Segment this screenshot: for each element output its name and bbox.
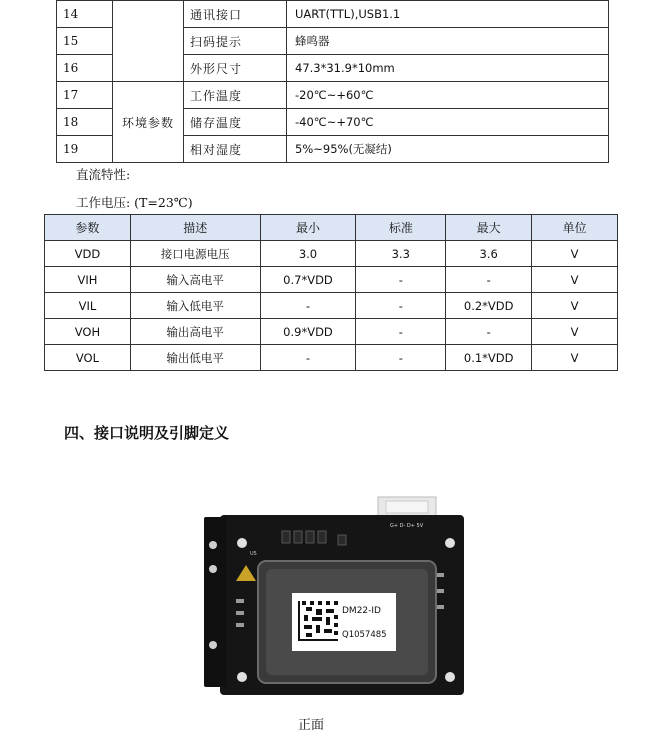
product-label xyxy=(292,593,396,651)
column-header: 标准 xyxy=(356,215,446,241)
table-row xyxy=(57,1,609,28)
table-cell: - xyxy=(356,319,446,345)
row-number: 17 xyxy=(57,82,113,109)
group-cell xyxy=(113,1,184,82)
param-name: 通讯接口 xyxy=(184,1,287,28)
row-number: 16 xyxy=(57,55,113,82)
table-cell: 输出低电平 xyxy=(130,345,260,371)
param-name: 外形尺寸 xyxy=(184,55,287,82)
table-cell: V xyxy=(532,319,618,345)
table-cell: - xyxy=(260,345,356,371)
param-value: 47.3*31.9*10mm xyxy=(287,55,609,82)
table-cell: VDD xyxy=(45,241,131,267)
param-value: 蜂鸣器 xyxy=(287,28,609,55)
table-cell: VIH xyxy=(45,267,131,293)
param-name: 储存温度 xyxy=(184,109,287,136)
table-row xyxy=(45,267,618,293)
table-cell: VOH xyxy=(45,319,131,345)
column-header: 最小 xyxy=(260,215,356,241)
column-header: 参数 xyxy=(45,215,131,241)
table-row xyxy=(45,345,618,371)
param-value: -20℃~+60℃ xyxy=(287,82,609,109)
table-cell: 0.2*VDD xyxy=(446,293,532,319)
table-cell: - xyxy=(260,293,356,319)
group-environment: 环境参数 xyxy=(113,82,184,163)
table-cell: 3.0 xyxy=(260,241,356,267)
table-cell: 输出高电平 xyxy=(130,319,260,345)
table-cell: 0.9*VDD xyxy=(260,319,356,345)
param-name: 扫码提示 xyxy=(184,28,287,55)
spec-table xyxy=(56,0,609,163)
table-row xyxy=(45,241,618,267)
param-name: 工作温度 xyxy=(184,82,287,109)
table-cell: 输入低电平 xyxy=(130,293,260,319)
chip-label: U5 xyxy=(250,551,257,557)
column-header: 描述 xyxy=(130,215,260,241)
dc-characteristics-title: 直流特性: xyxy=(76,167,131,182)
scanner-board-photo xyxy=(200,495,472,700)
row-number: 18 xyxy=(57,109,113,136)
row-number: 19 xyxy=(57,136,113,163)
dc-table xyxy=(44,214,618,371)
param-value: UART(TTL),USB1.1 xyxy=(287,1,609,28)
section-heading: 四、接口说明及引脚定义 xyxy=(64,424,230,442)
working-voltage-line: 工作电压: (T=23℃) xyxy=(76,195,193,210)
photo-caption: 正面 xyxy=(298,718,325,733)
column-header: 单位 xyxy=(532,215,618,241)
table-cell: - xyxy=(446,319,532,345)
param-name: 相对湿度 xyxy=(184,136,287,163)
table-cell: V xyxy=(532,345,618,371)
table-cell: - xyxy=(356,293,446,319)
table-cell: VIL xyxy=(45,293,131,319)
label-model: DM22-ID xyxy=(342,606,381,616)
table-cell: 0.1*VDD xyxy=(446,345,532,371)
table-cell: 3.6 xyxy=(446,241,532,267)
param-value: 5%~95%(无凝结) xyxy=(287,136,609,163)
column-header: 最大 xyxy=(446,215,532,241)
table-cell: V xyxy=(532,293,618,319)
pin-labels: G+ D- D+ 5V xyxy=(390,523,424,529)
table-row xyxy=(45,293,618,319)
table-cell: VOL xyxy=(45,345,131,371)
table-cell: V xyxy=(532,267,618,293)
table-header-row xyxy=(45,215,618,241)
table-cell: - xyxy=(446,267,532,293)
label-serial: Q1057485 xyxy=(342,630,387,640)
row-number: 14 xyxy=(57,1,113,28)
table-row xyxy=(45,319,618,345)
table-cell: 0.7*VDD xyxy=(260,267,356,293)
table-cell: - xyxy=(356,345,446,371)
table-cell: 输入高电平 xyxy=(130,267,260,293)
table-cell: V xyxy=(532,241,618,267)
row-number: 15 xyxy=(57,28,113,55)
table-cell: - xyxy=(356,267,446,293)
param-value: -40℃~+70℃ xyxy=(287,109,609,136)
table-row xyxy=(57,82,609,109)
table-cell: 3.3 xyxy=(356,241,446,267)
table-cell: 接口电源电压 xyxy=(130,241,260,267)
